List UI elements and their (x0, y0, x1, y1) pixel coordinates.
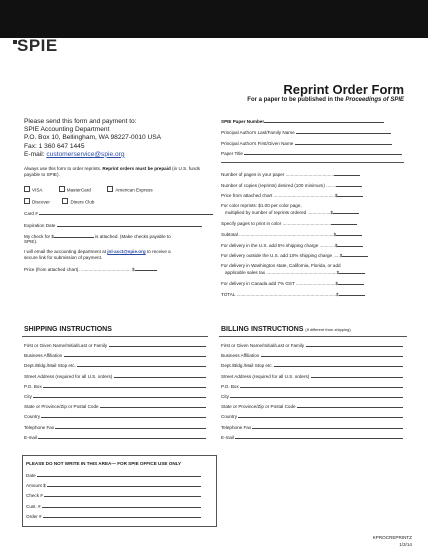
spie-logo: SPIE (17, 36, 58, 55)
billing-field-1[interactable] (221, 342, 403, 348)
billing-field-line[interactable] (252, 424, 403, 429)
shipping-field-1[interactable] (24, 342, 206, 348)
amex-label: American Express (115, 187, 153, 193)
billing-field-10[interactable] (221, 434, 403, 440)
billing-field-label: Telephone Fax (221, 424, 253, 430)
send-line3: Fax: 1 360 647 1445 (24, 142, 85, 150)
office-field-line[interactable] (42, 503, 201, 508)
shipping-heading-rule (22, 336, 208, 337)
shipping-field-7[interactable] (24, 403, 206, 409)
billing-field-2[interactable] (221, 352, 403, 358)
paper-title-line-2 (221, 162, 404, 163)
customer-service-email-link[interactable]: customerservice@spie.org (46, 150, 125, 158)
form-title: Reprint Order Form (283, 82, 404, 97)
shipping-field-label: Street Address (required for all U.S. orders) (24, 373, 114, 379)
billing-field-label: State or Province/Zip or Postal Code (221, 404, 297, 410)
shipping-field-label: E-mail (24, 434, 39, 440)
shipping-field-9[interactable] (24, 424, 206, 430)
price-field[interactable]: Price (from attached chart). ....................................... $ (24, 266, 157, 272)
send-line2: P.O. Box 10, Bellingham, WA 98227-0010 USA (24, 134, 162, 142)
send-email: E-mail: customerservice@spie.org (24, 150, 125, 158)
billing-field-label: P.O. Box (221, 383, 241, 389)
shipping-field-line[interactable] (55, 424, 206, 429)
shipping-field-label: City (24, 394, 34, 399)
pages-field[interactable]: Number of pages in your paper ...................................... (221, 171, 360, 177)
copies-field[interactable]: Number of copies (reprints) desired (100 minimum) ........ (221, 182, 362, 188)
mastercard-checkbox[interactable] (59, 186, 65, 192)
shipping-field-3[interactable] (24, 362, 206, 368)
billing-field-9[interactable] (221, 424, 403, 430)
billing-field-6[interactable] (221, 393, 403, 399)
billing-field-label: Dept./Bldg./Mail Stop etc. (221, 363, 275, 369)
billing-field-5[interactable] (221, 383, 403, 389)
canada-gst-field[interactable]: For delivery in Canada add 7% GST ...............................$ (221, 280, 364, 286)
billing-heading-rule (219, 336, 407, 337)
billing-field-line[interactable] (297, 403, 403, 408)
billing-field-label: Country (221, 414, 239, 420)
billing-field-label: First or Given Name/Initial/Last or Family (221, 343, 306, 348)
shipping-field-4[interactable] (24, 373, 206, 379)
subtotal-field[interactable]: Subtotal ..........................................................................$ (221, 231, 362, 237)
mastercard-label: MasterCard (66, 187, 91, 193)
office-field-label: Date (26, 473, 37, 478)
discover-checkbox[interactable] (24, 198, 30, 204)
shipping-field-label: Business Affiliation (24, 353, 64, 359)
color-pages-field[interactable]: Specify pages to print in color ...................................... (221, 220, 357, 226)
diners-label: Diners Club (70, 199, 95, 205)
billing-heading: BILLING INSTRUCTIONS (if different from shipping) (221, 326, 351, 333)
shipping-field-label: First or Given Name/Initial/Last or Family (24, 343, 109, 348)
billing-field-line[interactable] (261, 352, 404, 357)
billing-field-line[interactable] (306, 342, 404, 347)
billing-field-label: Business Affiliation (221, 353, 261, 359)
card-number-field[interactable]: Card # (24, 210, 213, 216)
billing-field-label: City (221, 394, 231, 399)
email-payment-note-cont: secure link for submission of payment. (24, 255, 103, 260)
billing-field-7[interactable] (221, 403, 403, 409)
shipping-heading: SHIPPING INSTRUCTIONS (24, 326, 112, 333)
visa-checkbox[interactable] (24, 186, 30, 192)
paper-number-field[interactable]: SPIE Paper Number (221, 118, 384, 124)
color-price-field[interactable]: multiplied by number of reprints ordered ..................$ (225, 209, 359, 215)
billing-field-line[interactable] (230, 393, 403, 398)
sales-tax-field[interactable]: applicable sales tax .......................................................$ (225, 269, 365, 275)
office-field-label: Check # (26, 493, 45, 499)
billing-field-label: Street Address (required for all U.S. orders) (221, 373, 311, 379)
shipping-field-2[interactable] (24, 352, 206, 358)
discover-label: Discover (32, 199, 50, 205)
paper-title-field[interactable]: Paper Title (221, 150, 402, 156)
billing-field-line[interactable] (238, 413, 403, 418)
form-subtitle: For a paper to be published in the Proceedings of SPIE (247, 97, 404, 103)
form-date: 1/3/14 (399, 542, 412, 547)
shipping-field-8[interactable] (24, 413, 206, 419)
shipping-field-line[interactable] (38, 434, 206, 439)
send-to-block (24, 118, 204, 159)
office-field-line[interactable] (37, 472, 201, 477)
us-shipping-field[interactable]: For delivery in the U.S. add 5% shipping charge ............$ (221, 242, 363, 248)
office-use-heading: PLEASE DO NOT WRITE IN THIS AREA— FOR SPIE OFFICE USE ONLY (26, 461, 182, 466)
shipping-field-label: State or Province/Zip or Postal Code (24, 404, 100, 410)
card-row-2 (24, 198, 94, 205)
form-code: KPROCREPRINTZ (372, 535, 412, 540)
chart-price-field[interactable]: Price from attached chart ................................................$ (221, 192, 363, 198)
office-field-line[interactable] (47, 482, 201, 487)
shipping-field-line[interactable] (77, 362, 206, 367)
shipping-field-line[interactable] (33, 393, 206, 398)
shipping-field-line[interactable] (64, 352, 207, 357)
author-first-field[interactable]: Principal Author's First/Given Name (221, 140, 392, 146)
office-field-4[interactable] (26, 503, 201, 509)
shipping-field-line[interactable] (109, 342, 207, 347)
billing-field-3[interactable] (221, 362, 403, 368)
office-field-line[interactable] (43, 513, 201, 518)
shipping-field-label: P.O. Box (24, 383, 44, 389)
shipping-field-5[interactable] (24, 383, 206, 389)
total-field[interactable]: TOTAL ..............................................................................$ (221, 291, 365, 297)
shipping-field-label: Telephone Fax (24, 424, 56, 430)
billing-field-line[interactable] (274, 362, 403, 367)
shipping-field-10[interactable] (24, 434, 206, 440)
amex-checkbox[interactable] (107, 186, 113, 192)
send-intro: Please send this form and payment to: (24, 118, 137, 125)
office-field-2[interactable] (26, 482, 201, 488)
office-field-1[interactable] (26, 472, 201, 478)
office-field-line[interactable] (44, 492, 201, 497)
send-line1: SPIE Accounting Department (24, 126, 110, 134)
shipping-field-line[interactable] (114, 373, 206, 378)
billing-field-label: E-mail (221, 434, 236, 440)
shipping-field-line[interactable] (43, 383, 206, 388)
shipping-field-6[interactable] (24, 393, 206, 399)
billing-field-line[interactable] (311, 373, 403, 378)
top-banner (0, 0, 428, 38)
color-note: For color reprints: $1.00 per color page, (221, 203, 302, 208)
billing-field-line[interactable] (240, 383, 403, 388)
expiration-field[interactable]: Expiration Date (24, 222, 202, 228)
accounting-email-link[interactable]: jnl-acct@spie.org (107, 249, 146, 254)
office-field-5[interactable] (26, 513, 201, 519)
billing-field-line[interactable] (235, 434, 403, 439)
shipping-field-line[interactable] (100, 403, 206, 408)
office-field-label: Amount $ (26, 483, 47, 489)
card-row-1 (24, 186, 153, 193)
sales-tax-note: For delivery in Washington state, California, Florida, or add (221, 263, 341, 268)
office-field-label: Order # (26, 513, 43, 519)
office-field-3[interactable] (26, 492, 201, 498)
author-last-field[interactable]: Principal Author's Last/Family Name (221, 129, 391, 135)
email-payment-note: I will email the accounting department at jnl-acct@spie.org to receive a (24, 249, 171, 254)
visa-label: VISA (32, 187, 43, 193)
check-note-cont: SPIE). (24, 239, 38, 244)
billing-field-4[interactable] (221, 373, 403, 379)
check-amount-field[interactable]: My check for $ is attached. (Make checks payable to (24, 234, 171, 239)
diners-checkbox[interactable] (62, 198, 68, 204)
shipping-field-label: Dept./Bldg./Mail Stop etc. (24, 363, 78, 369)
prepaid-note: Always use this form to order reprints. Reprint orders must be prepaid (in U.S. funds payable to SPIE). (24, 166, 200, 177)
office-field-label: Cust. # (26, 503, 42, 509)
shipping-field-line[interactable] (41, 413, 206, 418)
shipping-field-label: Country (24, 414, 42, 420)
intl-shipping-field[interactable]: For delivery outside the U.S. add 10% shipping charge .....$ (221, 252, 368, 258)
billing-field-8[interactable] (221, 413, 403, 419)
